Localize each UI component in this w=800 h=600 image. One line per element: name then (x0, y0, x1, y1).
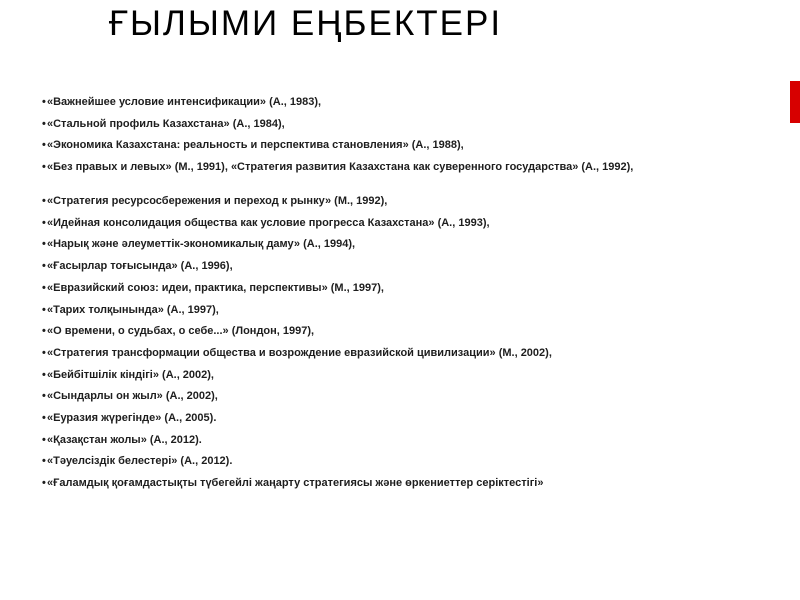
bullet-icon: • (42, 303, 46, 316)
bullet-icon: • (42, 195, 46, 208)
list-item (42, 455, 722, 477)
list-item (42, 195, 722, 217)
bullet-icon: • (42, 325, 46, 338)
list-item-text: «Ғаламдық қоғамдастықты түбегейлі жаңарту стратегиясы және өркениеттер серіктестігі» (47, 477, 544, 489)
bullet-icon: • (42, 238, 46, 251)
list-item-text: «Қазақстан жолы» (А., 2012). (47, 433, 202, 446)
bullet-icon: • (42, 96, 46, 108)
bullet-icon: • (42, 346, 46, 359)
list-item-text: «О времени, о судьбах, о себе...» (Лондон, 1997), (47, 325, 315, 338)
list-item-text: «Стратегия трансформации общества и возрождение евразийской цивилизации» (М., 2002), (47, 346, 552, 359)
list-item-text: «Идейная консолидация общества как условие прогресса Казахстана» (А., 1993), (47, 216, 490, 229)
list-item-text: «Тәуелсіздік белестері» (А., 2012). (47, 455, 233, 468)
list-item (42, 304, 722, 326)
bullet-icon: • (42, 139, 46, 152)
list-item-text: «Ғасырлар тоғысында» (А., 1996), (47, 260, 233, 273)
bullet-icon: • (42, 411, 46, 424)
bullet-icon: • (42, 433, 46, 446)
bullet-icon: • (42, 455, 46, 468)
list-item-text: «Без правых и левых» (М., 1991), «Стратегия развития Казахстана как суверенного государства» (А., 1992), (47, 161, 634, 174)
list-item (42, 96, 722, 118)
list-item-text: «Тарих толқынында» (А., 1997), (47, 303, 219, 316)
list-item (42, 390, 722, 412)
list-item (42, 412, 722, 434)
list-item (42, 217, 722, 239)
list-item-text: «Стратегия ресурсосбережения и переход к рынку» (М., 1992), (47, 195, 388, 208)
works-list (42, 96, 722, 499)
list-item (42, 325, 722, 347)
list-item (42, 139, 722, 161)
bullet-icon: • (42, 477, 46, 489)
bullet-icon: • (42, 281, 46, 294)
list-item (42, 118, 722, 140)
list-item (42, 260, 722, 282)
list-item-text: «Стальной профиль Казахстана» (А., 1984), (47, 117, 285, 130)
list-item (42, 282, 722, 304)
list-item-text: «Евразийский союз: идеи, практика, перспективы» (М., 1997), (47, 281, 384, 294)
bullet-icon: • (42, 260, 46, 273)
bullet-icon: • (42, 161, 46, 174)
list-item-text: «Сындарлы он жыл» (А., 2002), (47, 390, 218, 403)
list-item (42, 347, 722, 369)
bullet-icon: • (42, 390, 46, 403)
list-item-text: «Экономика Казахстана: реальность и перспектива становления» (А., 1988), (47, 139, 464, 152)
list-item-text: «Бейбітшілік кіндігі» (А., 2002), (47, 368, 214, 381)
bullet-icon: • (42, 368, 46, 381)
list-item (42, 161, 722, 195)
slide-title: ҒЫЛЫМИ ЕҢБЕКТЕРІ (109, 4, 503, 43)
list-item-text: «Важнейшее условие интенсификации» (А., 1983), (47, 96, 322, 108)
list-item (42, 434, 722, 456)
list-item-text: «Нарық және әлеуметтік-экономикалық даму» (А., 1994), (47, 238, 356, 251)
list-item-text: «Еуразия жүрегінде» (А., 2005). (47, 411, 217, 424)
list-item (42, 477, 722, 499)
list-item (42, 369, 722, 391)
bullet-icon: • (42, 216, 46, 229)
accent-bar (790, 81, 800, 123)
list-item (42, 238, 722, 260)
bullet-icon: • (42, 117, 46, 130)
